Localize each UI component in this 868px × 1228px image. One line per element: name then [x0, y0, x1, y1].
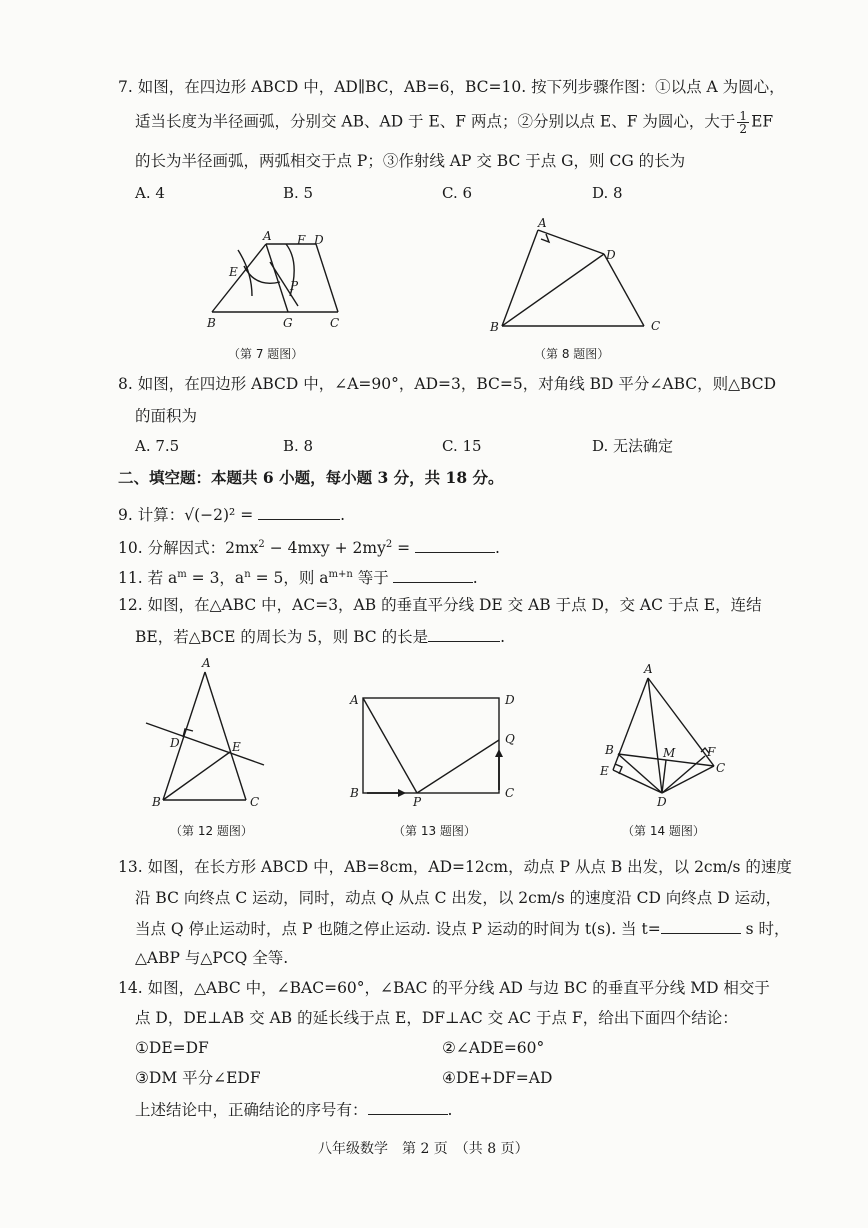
q10-sup-2: 2: [385, 539, 393, 550]
q8-label-c: C: [651, 319, 661, 333]
q14-line-1: 14. 如图，△ABC 中，∠BAC=60°，∠BAC 的平分线 AD 与边 BC 的垂直平分线 MD 相交于: [118, 979, 770, 997]
q13-line-2: 沿 BC 向终点 C 运动，同时，动点 Q 从点 C 出发，以 2cm/s 的速度沿 CD 向终点 D 运动，: [135, 889, 782, 907]
q10-equals: =: [392, 539, 416, 558]
q9-prefix: 9. 计算：: [118, 506, 185, 524]
q7-option-b: B. 5: [283, 184, 314, 202]
q14-conclusion-3: ③DM 平分∠EDF: [135, 1069, 261, 1087]
q12-label-e: E: [232, 740, 241, 754]
q7-line-3: 的长为半径画弧，两弧相交于点 P；③作射线 AP 交 BC 于点 G，则 CG 的长为: [135, 152, 686, 170]
q14-last-line-text: 上述结论中，正确结论的序号有：: [135, 1101, 368, 1119]
q13-label-a: A: [350, 693, 359, 707]
q7-line-2-end: EF: [751, 112, 774, 131]
q11-mid-2: = 5，则 a: [250, 569, 329, 588]
q13-answer-blank: [661, 917, 741, 934]
q14-conclusion-2: ②∠ADE=60°: [442, 1039, 545, 1057]
q11-sup-m: m: [177, 569, 187, 580]
q13-label-c: C: [505, 786, 515, 800]
q14-conclusion-4: ④DE+DF=AD: [442, 1069, 553, 1087]
q14-segment-de: [613, 770, 662, 793]
q10-middle: − 4mxy + 2my: [264, 539, 386, 558]
q7-fraction-numerator: 1: [739, 109, 748, 123]
q7-label-f: F: [297, 233, 306, 247]
q13-line-3-text: 当点 Q 停止运动时，点 P 也随之停止运动. 设点 P 运动的时间为 t(s). 当 t=: [135, 920, 661, 938]
q14-conclusion-1: ①DE=DF: [135, 1039, 209, 1057]
q8-line-1: 8. 如图，在四边形 ABCD 中，∠A=90°，AD=3，BC=5，对角线 BD 平分∠ABC，则△BCD: [118, 375, 777, 393]
q13-label-p: P: [413, 795, 422, 809]
q10-prefix: 10. 分解因式：2mx: [118, 539, 259, 558]
q14-segment-bd: [618, 754, 662, 793]
q14-label-b: B: [605, 743, 614, 757]
q7-option-d: D. 8: [592, 184, 623, 202]
q12-line-2-text: BE，若△BCE 的周长为 5，则 BC 的长是: [135, 628, 429, 646]
q7-caption: （第 7 题图）: [228, 347, 304, 361]
q10-end: .: [495, 539, 500, 558]
q8-option-d: D. 无法确定: [592, 437, 674, 455]
q14-label-a: A: [644, 662, 653, 676]
q12-label-b: B: [152, 795, 161, 809]
q14-label-c: C: [716, 761, 726, 775]
q7-line-2-text: 适当长度为半径画弧，分别交 AB、AD 于 E、F 两点；②分别以点 E、F 为圆心，大于: [135, 112, 736, 131]
q12-label-d: D: [170, 736, 180, 750]
q14-side-ac: [648, 678, 714, 766]
q14-line-2: 点 D，DE⊥AB 交 AB 的延长线于点 E，DF⊥AC 交 AC 于点 F，给出下面四个结论：: [135, 1009, 738, 1027]
q13-line-3-end: s 时，: [740, 920, 790, 938]
q10-sup-1: 2: [258, 539, 265, 550]
q7-fraction-denominator: 2: [739, 122, 748, 136]
q12-line-1: 12. 如图，在△ABC 中，AC=3，AB 的垂直平分线 DE 交 AB 于点 D，交 AC 于点 E，连结: [118, 596, 762, 614]
q7-option-c: C. 6: [442, 184, 473, 202]
q13-label-b: B: [350, 786, 359, 800]
q13-line-3: [135, 917, 790, 940]
q9-end: .: [340, 506, 346, 524]
q14-bisector-ad: [648, 678, 662, 793]
q8-caption: （第 8 题图）: [534, 347, 610, 361]
q12-end: .: [500, 628, 506, 646]
q12-label-c: C: [250, 795, 260, 809]
q11-sup-n: n: [244, 569, 251, 580]
page-footer: 八年级数学 第 2 页 （共 8 页）: [318, 1141, 529, 1157]
q12-caption: （第 12 题图）: [170, 824, 253, 838]
q7-label-e: E: [229, 265, 238, 279]
q11-prefix: 11. 若 a: [118, 569, 178, 588]
q9-expression: √(−2)²: [184, 506, 236, 524]
q9-equals: =: [235, 506, 259, 524]
q14-label-e: E: [600, 764, 609, 778]
q8-option-c: C. 15: [442, 437, 482, 455]
q8-label-d: D: [606, 248, 616, 262]
section-2-heading: 二、填空题：本题共 6 小题，每小题 3 分，共 18 分。: [118, 468, 504, 487]
q14-label-d: D: [657, 795, 667, 809]
q14-label-f: F: [707, 745, 716, 759]
q7-option-a: A. 4: [135, 184, 165, 202]
q14-last-line: [135, 1098, 452, 1121]
q11-mid-1: = 3，a: [186, 569, 245, 588]
q8-label-b: B: [490, 320, 499, 334]
q7-label-b: B: [207, 316, 216, 330]
q14-label-m: M: [663, 746, 676, 760]
q11-sup-mn: m+n: [328, 569, 353, 580]
q7-line-1: 7. 如图，在四边形 ABCD 中，AD∥BC，AB=6，BC=10. 按下列步骤作图：①以点 A 为圆心，: [118, 78, 785, 96]
q7-label-c: C: [330, 316, 340, 330]
q7-label-p: P: [290, 279, 299, 293]
q11-end: .: [472, 569, 478, 588]
q13-caption: （第 13 题图）: [393, 824, 476, 838]
q14-caption: （第 14 题图）: [622, 824, 705, 838]
q8-option-a: A. 7.5: [135, 437, 180, 455]
q12-label-a: A: [202, 656, 211, 670]
q8-option-b: B. 8: [283, 437, 314, 455]
q11-mid-3: 等于: [352, 569, 389, 588]
q7-label-g: G: [283, 316, 293, 330]
q13-label-d: D: [505, 693, 515, 707]
q14-segment-md: [662, 760, 666, 793]
q8-line-2: 的面积为: [135, 407, 198, 425]
q7-label-a: A: [263, 229, 272, 243]
q14-answer-blank: [368, 1098, 448, 1115]
q8-label-a: A: [538, 216, 547, 230]
q14-end: .: [447, 1101, 453, 1119]
q13-line-1: 13. 如图，在长方形 ABCD 中，AB=8cm，AD=12cm，动点 P 从点 B 出发，以 2cm/s 的速度: [118, 858, 792, 876]
q7-label-d: D: [314, 233, 324, 247]
q13-label-q: Q: [505, 732, 515, 746]
q13-line-4: △ABP 与△PCQ 全等.: [135, 949, 289, 967]
